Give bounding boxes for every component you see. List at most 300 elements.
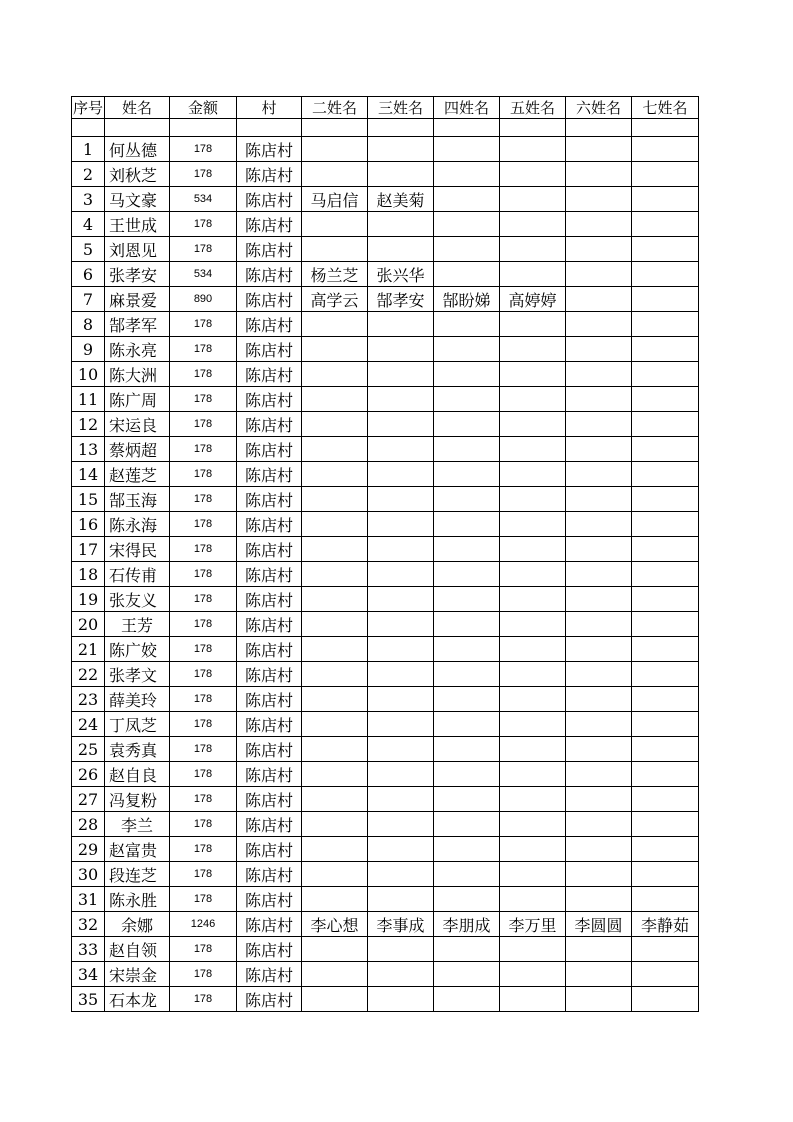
- amount-cell: 178: [170, 337, 237, 362]
- serial-cell: 28: [72, 812, 105, 837]
- village-cell: 陈店村: [237, 637, 302, 662]
- extra-name-cell: [500, 537, 566, 562]
- name-cell: 刘秋芝: [105, 162, 170, 187]
- extra-name-cell: [368, 637, 434, 662]
- extra-name-cell: [632, 537, 699, 562]
- name-cell: 李兰: [105, 812, 170, 837]
- extra-name-cell: [566, 987, 632, 1012]
- extra-name-cell: [632, 312, 699, 337]
- extra-name-cell: [302, 887, 368, 912]
- extra-name-cell: [632, 637, 699, 662]
- village-cell: 陈店村: [237, 237, 302, 262]
- serial-cell: 15: [72, 487, 105, 512]
- extra-name-cell: [368, 562, 434, 587]
- table-row: [72, 637, 699, 662]
- amount-cell: 1246: [170, 912, 237, 937]
- extra-name-cell: [566, 362, 632, 387]
- name-cell: 陈广姣: [105, 637, 170, 662]
- amount-cell: 178: [170, 612, 237, 637]
- amount-cell: 178: [170, 487, 237, 512]
- extra-name-cell: 李心想: [302, 912, 368, 937]
- extra-name-cell: [632, 712, 699, 737]
- extra-name-cell: [368, 712, 434, 737]
- village-cell: 陈店村: [237, 862, 302, 887]
- table-row: [72, 362, 699, 387]
- name-cell: 陈大洲: [105, 362, 170, 387]
- village-cell: 陈店村: [237, 887, 302, 912]
- name-cell: 陈永亮: [105, 337, 170, 362]
- serial-cell: 31: [72, 887, 105, 912]
- amount-cell: 178: [170, 762, 237, 787]
- extra-name-cell: [302, 837, 368, 862]
- village-cell: 陈店村: [237, 612, 302, 637]
- name-cell: 王世成: [105, 212, 170, 237]
- name-cell: 郜玉海: [105, 487, 170, 512]
- extra-name-cell: [368, 887, 434, 912]
- extra-name-cell: [632, 662, 699, 687]
- extra-name-cell: [434, 412, 500, 437]
- village-cell: 陈店村: [237, 537, 302, 562]
- extra-name-cell: [632, 212, 699, 237]
- extra-name-cell: [566, 187, 632, 212]
- extra-name-cell: [368, 162, 434, 187]
- header-name-4: 四姓名: [434, 97, 500, 119]
- name-cell: 张孝安: [105, 262, 170, 287]
- village-cell: 陈店村: [237, 662, 302, 687]
- village-cell: 陈店村: [237, 562, 302, 587]
- village-cell: 陈店村: [237, 462, 302, 487]
- village-cell: 陈店村: [237, 387, 302, 412]
- extra-name-cell: [368, 512, 434, 537]
- serial-cell: 34: [72, 962, 105, 987]
- extra-name-cell: [434, 562, 500, 587]
- table-row: [72, 587, 699, 612]
- extra-name-cell: [368, 362, 434, 387]
- extra-name-cell: [632, 587, 699, 612]
- extra-name-cell: [566, 137, 632, 162]
- extra-name-cell: [434, 812, 500, 837]
- extra-name-cell: [434, 787, 500, 812]
- extra-name-cell: [500, 437, 566, 462]
- header-row: [72, 97, 699, 119]
- extra-name-cell: [632, 137, 699, 162]
- extra-name-cell: [632, 687, 699, 712]
- extra-name-cell: [500, 687, 566, 712]
- extra-name-cell: [566, 612, 632, 637]
- extra-name-cell: [566, 162, 632, 187]
- extra-name-cell: [434, 887, 500, 912]
- extra-name-cell: [434, 262, 500, 287]
- extra-name-cell: [434, 587, 500, 612]
- table-row: [72, 837, 699, 862]
- extra-name-cell: 赵美菊: [368, 187, 434, 212]
- extra-name-cell: [434, 362, 500, 387]
- table-row: [72, 187, 699, 212]
- extra-name-cell: 李静茹: [632, 912, 699, 937]
- extra-name-cell: [566, 312, 632, 337]
- extra-name-cell: [500, 762, 566, 787]
- village-cell: 陈店村: [237, 162, 302, 187]
- name-cell: 张孝文: [105, 662, 170, 687]
- extra-name-cell: [302, 662, 368, 687]
- table-row: [72, 862, 699, 887]
- table-body: [72, 97, 699, 1012]
- amount-cell: 178: [170, 387, 237, 412]
- village-cell: 陈店村: [237, 187, 302, 212]
- header-amount: 金额: [170, 97, 237, 119]
- extra-name-cell: [500, 137, 566, 162]
- table-row: [72, 337, 699, 362]
- table-row: [72, 312, 699, 337]
- table-row: [72, 437, 699, 462]
- table-row: [72, 712, 699, 737]
- table-row: [72, 937, 699, 962]
- header-name: 姓名: [105, 97, 170, 119]
- name-cell: 张友义: [105, 587, 170, 612]
- extra-name-cell: [368, 412, 434, 437]
- village-cell: 陈店村: [237, 262, 302, 287]
- name-cell: 赵富贵: [105, 837, 170, 862]
- extra-name-cell: [632, 737, 699, 762]
- extra-name-cell: 郜盼娣: [434, 287, 500, 312]
- extra-name-cell: [368, 587, 434, 612]
- extra-name-cell: [500, 362, 566, 387]
- extra-name-cell: [500, 387, 566, 412]
- extra-name-cell: [302, 937, 368, 962]
- extra-name-cell: [434, 512, 500, 537]
- amount-cell: 178: [170, 862, 237, 887]
- extra-name-cell: [500, 937, 566, 962]
- extra-name-cell: [302, 787, 368, 812]
- extra-name-cell: [434, 737, 500, 762]
- extra-name-cell: [434, 487, 500, 512]
- header-name-2: 二姓名: [302, 97, 368, 119]
- table-row: [72, 512, 699, 537]
- serial-cell: 30: [72, 862, 105, 887]
- extra-name-cell: [368, 462, 434, 487]
- extra-name-cell: [302, 487, 368, 512]
- extra-name-cell: [368, 987, 434, 1012]
- extra-name-cell: [368, 762, 434, 787]
- extra-name-cell: [434, 862, 500, 887]
- serial-cell: 6: [72, 262, 105, 287]
- extra-name-cell: [500, 412, 566, 437]
- header-serial: 序号: [72, 97, 105, 119]
- extra-name-cell: 高婷婷: [500, 287, 566, 312]
- extra-name-cell: [500, 262, 566, 287]
- extra-name-cell: [632, 512, 699, 537]
- blank-cell: [302, 119, 368, 137]
- amount-cell: 178: [170, 787, 237, 812]
- extra-name-cell: [566, 637, 632, 662]
- extra-name-cell: [566, 712, 632, 737]
- blank-cell: [434, 119, 500, 137]
- blank-row: [72, 119, 699, 137]
- table-row: [72, 887, 699, 912]
- serial-cell: 33: [72, 937, 105, 962]
- extra-name-cell: [434, 162, 500, 187]
- name-cell: 赵莲芝: [105, 462, 170, 487]
- village-cell: 陈店村: [237, 587, 302, 612]
- table-row: [72, 812, 699, 837]
- extra-name-cell: [632, 937, 699, 962]
- extra-name-cell: [434, 437, 500, 462]
- table-row: [72, 537, 699, 562]
- serial-cell: 17: [72, 537, 105, 562]
- table-row: [72, 987, 699, 1012]
- village-cell: 陈店村: [237, 912, 302, 937]
- amount-cell: 178: [170, 137, 237, 162]
- table-row: [72, 737, 699, 762]
- village-cell: 陈店村: [237, 962, 302, 987]
- extra-name-cell: 李圆圆: [566, 912, 632, 937]
- amount-cell: 178: [170, 537, 237, 562]
- extra-name-cell: [302, 612, 368, 637]
- extra-name-cell: [302, 437, 368, 462]
- amount-cell: 178: [170, 412, 237, 437]
- serial-cell: 11: [72, 387, 105, 412]
- extra-name-cell: [500, 737, 566, 762]
- header-name-6: 六姓名: [566, 97, 632, 119]
- header-name-3: 三姓名: [368, 97, 434, 119]
- serial-cell: 10: [72, 362, 105, 387]
- name-cell: 石传甫: [105, 562, 170, 587]
- amount-cell: 178: [170, 162, 237, 187]
- amount-cell: 178: [170, 562, 237, 587]
- extra-name-cell: [566, 437, 632, 462]
- extra-name-cell: [566, 787, 632, 812]
- extra-name-cell: [368, 787, 434, 812]
- extra-name-cell: [632, 987, 699, 1012]
- extra-name-cell: [302, 387, 368, 412]
- table-row: [72, 687, 699, 712]
- amount-cell: 178: [170, 312, 237, 337]
- amount-cell: 178: [170, 712, 237, 737]
- extra-name-cell: [434, 237, 500, 262]
- extra-name-cell: [500, 337, 566, 362]
- village-cell: 陈店村: [237, 787, 302, 812]
- name-cell: 何丛德: [105, 137, 170, 162]
- amount-cell: 178: [170, 462, 237, 487]
- extra-name-cell: [434, 612, 500, 637]
- table-row: [72, 787, 699, 812]
- amount-cell: 534: [170, 187, 237, 212]
- extra-name-cell: [302, 462, 368, 487]
- name-cell: 丁凤芝: [105, 712, 170, 737]
- amount-cell: 890: [170, 287, 237, 312]
- amount-cell: 178: [170, 812, 237, 837]
- blank-cell: [566, 119, 632, 137]
- extra-name-cell: [632, 612, 699, 637]
- extra-name-cell: [368, 237, 434, 262]
- extra-name-cell: [566, 237, 632, 262]
- extra-name-cell: [500, 887, 566, 912]
- extra-name-cell: 李万里: [500, 912, 566, 937]
- extra-name-cell: [500, 837, 566, 862]
- extra-name-cell: [632, 412, 699, 437]
- extra-name-cell: [302, 562, 368, 587]
- table-row: [72, 212, 699, 237]
- extra-name-cell: [632, 462, 699, 487]
- amount-cell: 178: [170, 212, 237, 237]
- name-cell: 陈永海: [105, 512, 170, 537]
- extra-name-cell: [500, 637, 566, 662]
- extra-name-cell: [566, 737, 632, 762]
- extra-name-cell: [302, 812, 368, 837]
- extra-name-cell: [500, 512, 566, 537]
- extra-name-cell: [500, 587, 566, 612]
- extra-name-cell: [632, 262, 699, 287]
- extra-name-cell: [566, 937, 632, 962]
- amount-cell: 534: [170, 262, 237, 287]
- table-row: [72, 612, 699, 637]
- blank-cell: [368, 119, 434, 137]
- extra-name-cell: [368, 837, 434, 862]
- blank-cell: [170, 119, 237, 137]
- name-cell: 陈永胜: [105, 887, 170, 912]
- extra-name-cell: [566, 662, 632, 687]
- extra-name-cell: [302, 587, 368, 612]
- name-cell: 石本龙: [105, 987, 170, 1012]
- village-cell: 陈店村: [237, 762, 302, 787]
- amount-cell: 178: [170, 937, 237, 962]
- village-cell: 陈店村: [237, 687, 302, 712]
- extra-name-cell: [434, 662, 500, 687]
- extra-name-cell: [302, 737, 368, 762]
- extra-name-cell: [632, 837, 699, 862]
- extra-name-cell: 杨兰芝: [302, 262, 368, 287]
- extra-name-cell: [434, 387, 500, 412]
- blank-cell: [72, 119, 105, 137]
- village-cell: 陈店村: [237, 412, 302, 437]
- village-cell: 陈店村: [237, 337, 302, 362]
- village-cell: 陈店村: [237, 137, 302, 162]
- amount-cell: 178: [170, 887, 237, 912]
- extra-name-cell: [368, 487, 434, 512]
- name-cell: 赵自良: [105, 762, 170, 787]
- serial-cell: 8: [72, 312, 105, 337]
- name-cell: 蔡炳超: [105, 437, 170, 462]
- amount-cell: 178: [170, 587, 237, 612]
- extra-name-cell: [500, 787, 566, 812]
- extra-name-cell: [500, 162, 566, 187]
- table-row: [72, 487, 699, 512]
- extra-name-cell: [566, 537, 632, 562]
- serial-cell: 21: [72, 637, 105, 662]
- extra-name-cell: [632, 862, 699, 887]
- table-row: [72, 562, 699, 587]
- serial-cell: 1: [72, 137, 105, 162]
- extra-name-cell: [368, 662, 434, 687]
- extra-name-cell: [368, 387, 434, 412]
- blank-cell: [105, 119, 170, 137]
- extra-name-cell: [302, 637, 368, 662]
- extra-name-cell: [434, 187, 500, 212]
- extra-name-cell: [566, 837, 632, 862]
- table-row: [72, 237, 699, 262]
- extra-name-cell: [434, 837, 500, 862]
- extra-name-cell: [566, 862, 632, 887]
- amount-cell: 178: [170, 687, 237, 712]
- extra-name-cell: [434, 687, 500, 712]
- extra-name-cell: [434, 212, 500, 237]
- name-cell: 赵自领: [105, 937, 170, 962]
- amount-cell: 178: [170, 637, 237, 662]
- extra-name-cell: [368, 312, 434, 337]
- amount-cell: 178: [170, 987, 237, 1012]
- village-cell: 陈店村: [237, 937, 302, 962]
- extra-name-cell: [368, 812, 434, 837]
- extra-name-cell: [368, 437, 434, 462]
- extra-name-cell: [368, 537, 434, 562]
- extra-name-cell: 高学云: [302, 287, 368, 312]
- extra-name-cell: [302, 987, 368, 1012]
- extra-name-cell: [632, 362, 699, 387]
- village-cell: 陈店村: [237, 837, 302, 862]
- amount-cell: 178: [170, 737, 237, 762]
- extra-name-cell: [434, 337, 500, 362]
- name-cell: 陈广周: [105, 387, 170, 412]
- serial-cell: 2: [72, 162, 105, 187]
- extra-name-cell: [632, 287, 699, 312]
- extra-name-cell: [500, 712, 566, 737]
- serial-cell: 26: [72, 762, 105, 787]
- serial-cell: 27: [72, 787, 105, 812]
- extra-name-cell: [500, 612, 566, 637]
- extra-name-cell: [302, 862, 368, 887]
- table-row: [72, 962, 699, 987]
- extra-name-cell: [434, 762, 500, 787]
- extra-name-cell: [302, 337, 368, 362]
- extra-name-cell: [632, 962, 699, 987]
- name-cell: 麻景爱: [105, 287, 170, 312]
- extra-name-cell: 郜孝安: [368, 287, 434, 312]
- village-cell: 陈店村: [237, 712, 302, 737]
- extra-name-cell: [632, 787, 699, 812]
- extra-name-cell: [368, 137, 434, 162]
- name-cell: 刘恩见: [105, 237, 170, 262]
- village-cell: 陈店村: [237, 987, 302, 1012]
- extra-name-cell: [500, 212, 566, 237]
- extra-name-cell: [566, 412, 632, 437]
- extra-name-cell: [566, 812, 632, 837]
- extra-name-cell: [632, 337, 699, 362]
- serial-cell: 14: [72, 462, 105, 487]
- name-cell: 余娜: [105, 912, 170, 937]
- serial-cell: 3: [72, 187, 105, 212]
- name-cell: 王芳: [105, 612, 170, 637]
- extra-name-cell: [632, 562, 699, 587]
- extra-name-cell: [566, 287, 632, 312]
- amount-cell: 178: [170, 837, 237, 862]
- extra-name-cell: [500, 487, 566, 512]
- extra-name-cell: [566, 587, 632, 612]
- table-row: [72, 412, 699, 437]
- extra-name-cell: [368, 687, 434, 712]
- name-cell: 马文豪: [105, 187, 170, 212]
- village-cell: 陈店村: [237, 362, 302, 387]
- extra-name-cell: [566, 887, 632, 912]
- village-cell: 陈店村: [237, 437, 302, 462]
- village-cell: 陈店村: [237, 287, 302, 312]
- extra-name-cell: [302, 712, 368, 737]
- table-row: [72, 387, 699, 412]
- extra-name-cell: [368, 937, 434, 962]
- serial-cell: 22: [72, 662, 105, 687]
- serial-cell: 13: [72, 437, 105, 462]
- extra-name-cell: [500, 662, 566, 687]
- amount-cell: 178: [170, 237, 237, 262]
